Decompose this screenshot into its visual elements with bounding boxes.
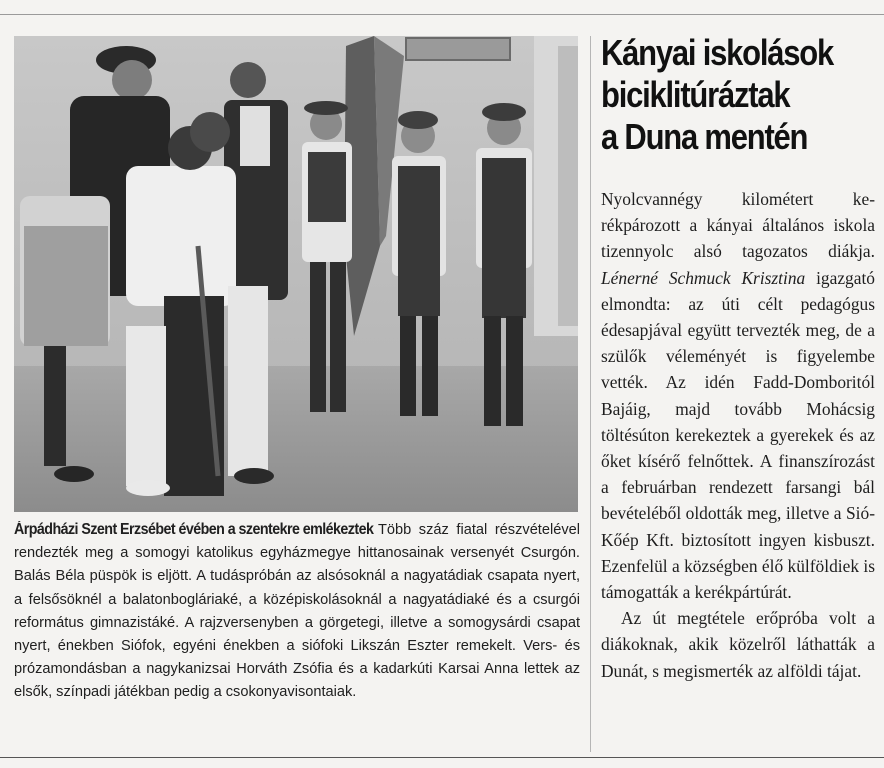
paragraph-text: igazgató elmondta: az úti célt pedagógus édesapjával együtt tervezték meg, de a szülők véleményét is figyelembe vették. Az idén Fadd-Domboritól Bajáig, majd tovább Mohácsig töltésúton kerekeztek a gyerekek és az őket kísérő felnőttek. A finanszírozást a februárban rendezett farsangi bál bevételéből oldották meg, illetve a Sió-Kőép Kft. biztosított ingyen kisbuszt. Ezenfelül a községben élő külföldiek is támogatták a kerékpártúrát. (601, 267, 875, 603)
paragraph-text: Nyolcvannégy kilométert kerékpározott a kányai általános iskola tizennyolc alsó tagozatos diákja. (601, 189, 875, 262)
headline-line: a Duna mentén (601, 116, 808, 157)
top-rule (0, 14, 884, 15)
bottom-rule (0, 757, 884, 758)
column-divider (590, 36, 591, 752)
article-paragraph (601, 186, 875, 605)
article-body (601, 186, 875, 684)
headline-line: Kányai iskolások (601, 32, 833, 73)
photo-caption (14, 518, 580, 705)
news-photo (14, 36, 578, 512)
children-in-folk-costumes-icon (14, 36, 578, 512)
caption-body: Több száz fiatal részvételével rendezték meg a somogyi katolikus egyházmegye hittanosainak versenyét Csurgón. Balás Béla püspök is eljött. A tudáspróbán az alsósoknál a nagyatádiak csapata nyert, a felsősöknél a balatonbogláriaké, a középiskolásoknál a nagyatádiaké és a csurgói református gimnazistáké. A rajzversenyben a görgetegi, illetve a somogysárdi csapat nyert, énekben Siófok, egyéni énekben a siófoki Likszán Eszter remekelt. Vers- és prózamondásban a nagykanizsai Horváth Zsófia és a kadarkúti Karsai Anna lettek az elsők, színpadi játékban pedig a csokonyavisontaiak. (14, 522, 580, 701)
article-paragraph: Az út megtétele erőpróba volt a diákoknak, akik közelről láthatták a Dunát, s megismerték az alföldi tájat. (601, 608, 875, 681)
article-headline (601, 32, 838, 158)
person-name: Lénerné Schmuck Krisztina (601, 267, 806, 288)
headline-line: biciklitúráztak (601, 74, 790, 115)
caption-lead: Árpádházi Szent Erzsébet évében a szentekre emlékeztek (14, 521, 374, 538)
